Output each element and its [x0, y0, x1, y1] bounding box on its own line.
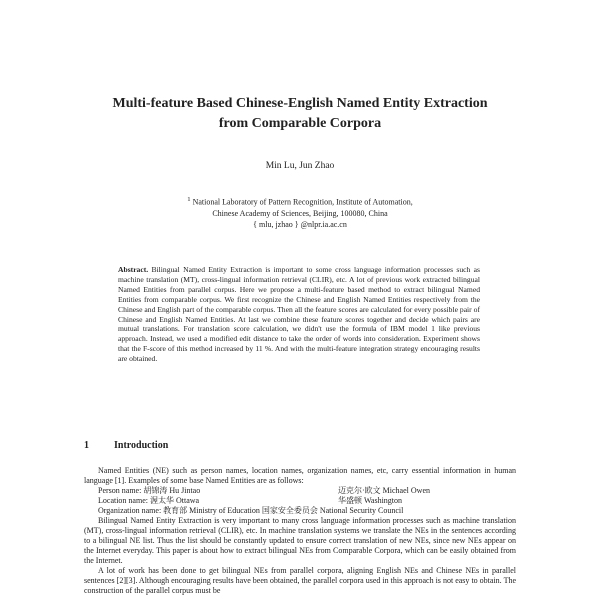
section-number: 1 [84, 440, 89, 451]
example-zh: 国家安全委员会 [261, 506, 318, 515]
example-en: Michael Owen [382, 486, 430, 495]
example-location [84, 496, 516, 506]
example-zh: 渥太华 [149, 496, 174, 505]
example-en: Ottawa [175, 496, 200, 505]
example-zh: 教育部 [163, 506, 188, 515]
abstract-text: Bilingual Named Entity Extraction is important to some cross language information processes such as machine translation (MT), cross-lingual information retrieval (CLIR), etc. A lot of previous work extracted bilingual Named Entities from parallel corpus. Here we propose a multi-feature based method to extract bilingual Named Entities from comparable corpus. We first recognize the Chinese and English Named Entities respectively from the Chinese and English part of the comparable corpus. Then all the feature scores are calculated for every possible pair of Chinese and English Named Entities. At last we combine these feature scores together and decide which pairs are mutual translations. For translation score calculation, we didn't use the formula of IBM model 1 like previous approach. Instead, we used a modified edit distance to take the order of words into consideration. Experiment shows that the F-score of this method increased by 11 %. And with the multi-feature integration strategy encouraging results are obtained. [118, 265, 480, 364]
example-en: Washington [364, 496, 403, 505]
intro-paragraph-2: Bilingual Named Entity Extraction is very important to many cross language information processes such as machine translation (MT), cross-lingual information retrieval (CLIR), etc. In machine translation systems we translate the NEs in the sentences according to a bilingual NE list. Thus the list should be constantly updated to ensure correct translation of new NEs, since new NEs appear on the Internet everyday. This paper is about how to extract bilingual NEs from Comparable Corpora, which can be easily obtained from the Internet. [84, 516, 516, 565]
example-label: Person name: [98, 486, 142, 495]
section-title: Introduction [114, 440, 169, 451]
example-en: National Security Council [319, 506, 404, 515]
affiliation-text-1: National Laboratory of Pattern Recognition, Institute of Automation, [192, 197, 413, 207]
example-en: Ministry of Education [189, 506, 260, 515]
title-line-1: Multi-feature Based Chinese-English Named Entity Extraction [112, 96, 488, 111]
example-person-left [84, 486, 338, 496]
example-label: Location name: [98, 496, 148, 505]
section-heading [84, 440, 384, 452]
example-organization [84, 506, 516, 516]
affiliation-sup: 1 [187, 196, 191, 203]
affiliation [140, 194, 460, 230]
example-label: Organization name: [98, 506, 162, 515]
affiliation-email: { mlu, jzhao } @nlpr.ia.ac.cn [253, 219, 347, 229]
intro-paragraph-3: A lot of work has been done to get bilingual NEs from parallel corpora, aligning English NEs and Chinese NEs in parallel sentences [2][3]. Although encouraging results have been obtained, the parallel corpora used in this approach is not easy to obtain. The construction of the parallel corpus must be [84, 566, 516, 595]
affiliation-line-1 [140, 194, 460, 208]
paper-authors: Min Lu, Jun Zhao [265, 161, 335, 171]
example-zh: 迈克尔·欧文 [338, 486, 381, 495]
abstract [118, 265, 480, 364]
intro-paragraph-1: Named Entities (NE) such as person names, location names, organization names, etc, carry essential information in human language [1]. Examples of some base Named Entities are as follows: [84, 466, 516, 485]
example-organization-content [84, 506, 403, 516]
paper-title [100, 94, 500, 134]
example-zh: 胡锦涛 [143, 486, 168, 495]
example-person-right [338, 486, 430, 496]
example-location-left [84, 496, 338, 506]
section-body [84, 466, 516, 600]
abstract-label: Abstract. [118, 265, 149, 274]
example-zh: 华盛顿 [338, 496, 362, 505]
example-en: Hu Jintao [169, 486, 201, 495]
affiliation-line-2: Chinese Academy of Sciences, Beijing, 100080, China [212, 208, 388, 218]
example-location-right [338, 496, 402, 506]
example-person [84, 486, 516, 496]
title-line-2: from Comparable Corpora [218, 116, 382, 131]
